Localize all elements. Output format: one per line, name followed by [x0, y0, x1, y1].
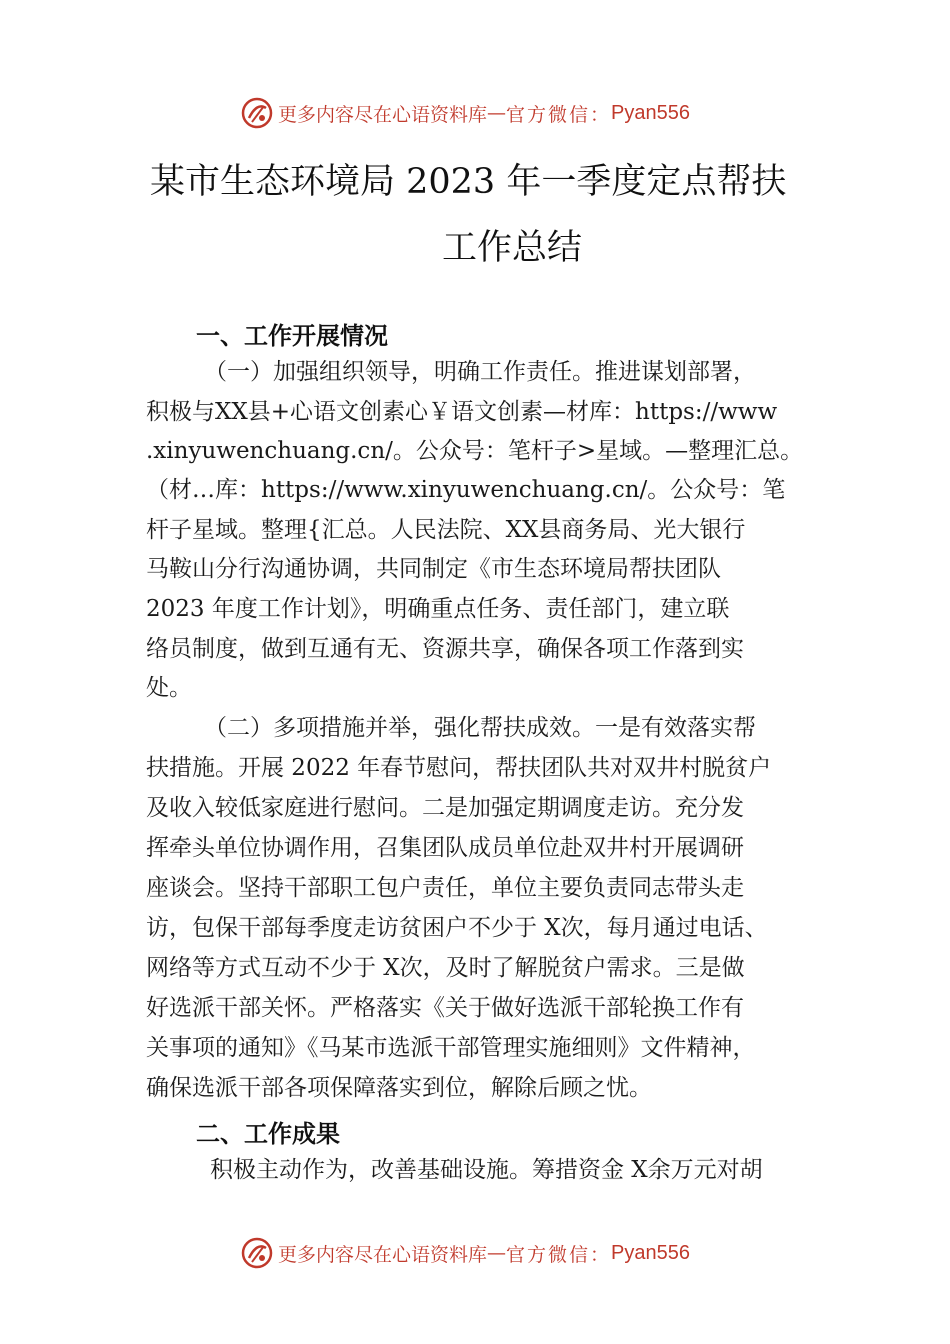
paragraph-line: 挥牵头单位协调作用，召集团队成员单位赴双井村开展调研 — [146, 835, 744, 861]
brand-logo-icon — [240, 96, 274, 130]
banner-wechat-handle: Pyan556 — [611, 101, 690, 124]
brand-logo-icon — [240, 1236, 274, 1270]
document-title-line1: 某市生态环境局 2023 年一季度定点帮扶 — [150, 162, 787, 202]
paragraph-line: 关事项的通知》《马某市选派干部管理实施细则》文件精神， — [146, 1035, 756, 1061]
paragraph-line: 积极与XX县+心语文创素心￥语文创素—材库：https://www — [146, 399, 778, 425]
paragraph-line: 座谈会。坚持干部职工包户责任，单位主要负责同志带头走 — [146, 875, 744, 901]
paragraph-line: 及收入较低家庭进行慰问。二是加强定期调度走访。充分发 — [146, 795, 744, 821]
paragraph-line: 处。 — [146, 675, 192, 701]
paragraph-line: 确保选派干部各项保障落实到位，解除后顾之忧。 — [146, 1075, 652, 1101]
paragraph-line: （一）加强组织领导，明确工作责任。推进谋划部署， — [204, 359, 756, 385]
paragraph-line: 好选派干部关怀。严格落实《关于做好选派干部轮换工作有 — [146, 995, 744, 1021]
paragraph-line: 络员制度，做到互通有无、资源共享，确保各项工作落到实 — [146, 636, 744, 662]
paragraph-line: 2023 年度工作计划》，明确重点任务、责任部门，建立联 — [146, 596, 730, 622]
paragraph-line: 马鞍山分行沟通协调，共同制定《市生态环境局帮扶团队 — [146, 556, 721, 582]
paragraph-line: 网络等方式互动不少于 X次，及时了解脱贫户需求。三是做 — [146, 955, 745, 981]
paragraph-line: 扶措施。开展 2022 年春节慰问，帮扶团队共对双井村脱贫户 — [146, 755, 772, 781]
header-watermark-banner — [240, 96, 690, 130]
banner-wechat-handle: Pyan556 — [611, 1241, 690, 1264]
paragraph-line: （二）多项措施并举，强化帮扶成效。一是有效落实帮 — [204, 715, 756, 741]
banner-official-label: 官方微信： — [506, 1243, 612, 1266]
paragraph-line: 访，包保干部每季度走访贫困户不少于 X次，每月通过电话、 — [146, 915, 768, 941]
section-heading-1: 一、工作开展情况 — [196, 322, 388, 350]
section-heading-2: 二、工作成果 — [196, 1120, 340, 1148]
footer-watermark-banner — [240, 1236, 690, 1270]
document-title-line2: 工作总结 — [442, 228, 583, 268]
paragraph-line: （材…库：https://www.xinyuwenchuang.cn/。公众号：笔 — [146, 477, 786, 503]
banner-promo-text: 更多内容尽在心语资料库 — [278, 1243, 488, 1266]
paragraph-line: 积极主动作为，改善基础设施。筹措资金 X余万元对胡 — [210, 1157, 763, 1183]
banner-promo-text: 更多内容尽在心语资料库 — [278, 103, 488, 126]
paragraph-line: .xinyuwenchuang.cn/。公众号：笔杆子>星域。—整理汇总。 — [146, 438, 804, 464]
banner-official-label: 官方微信： — [506, 103, 612, 126]
banner-dash: — — [487, 1242, 507, 1264]
paragraph-line: 杆子星域。整理{汇总。人民法院、XX县商务局、光大银行 — [146, 517, 746, 543]
banner-dash: — — [487, 102, 507, 124]
